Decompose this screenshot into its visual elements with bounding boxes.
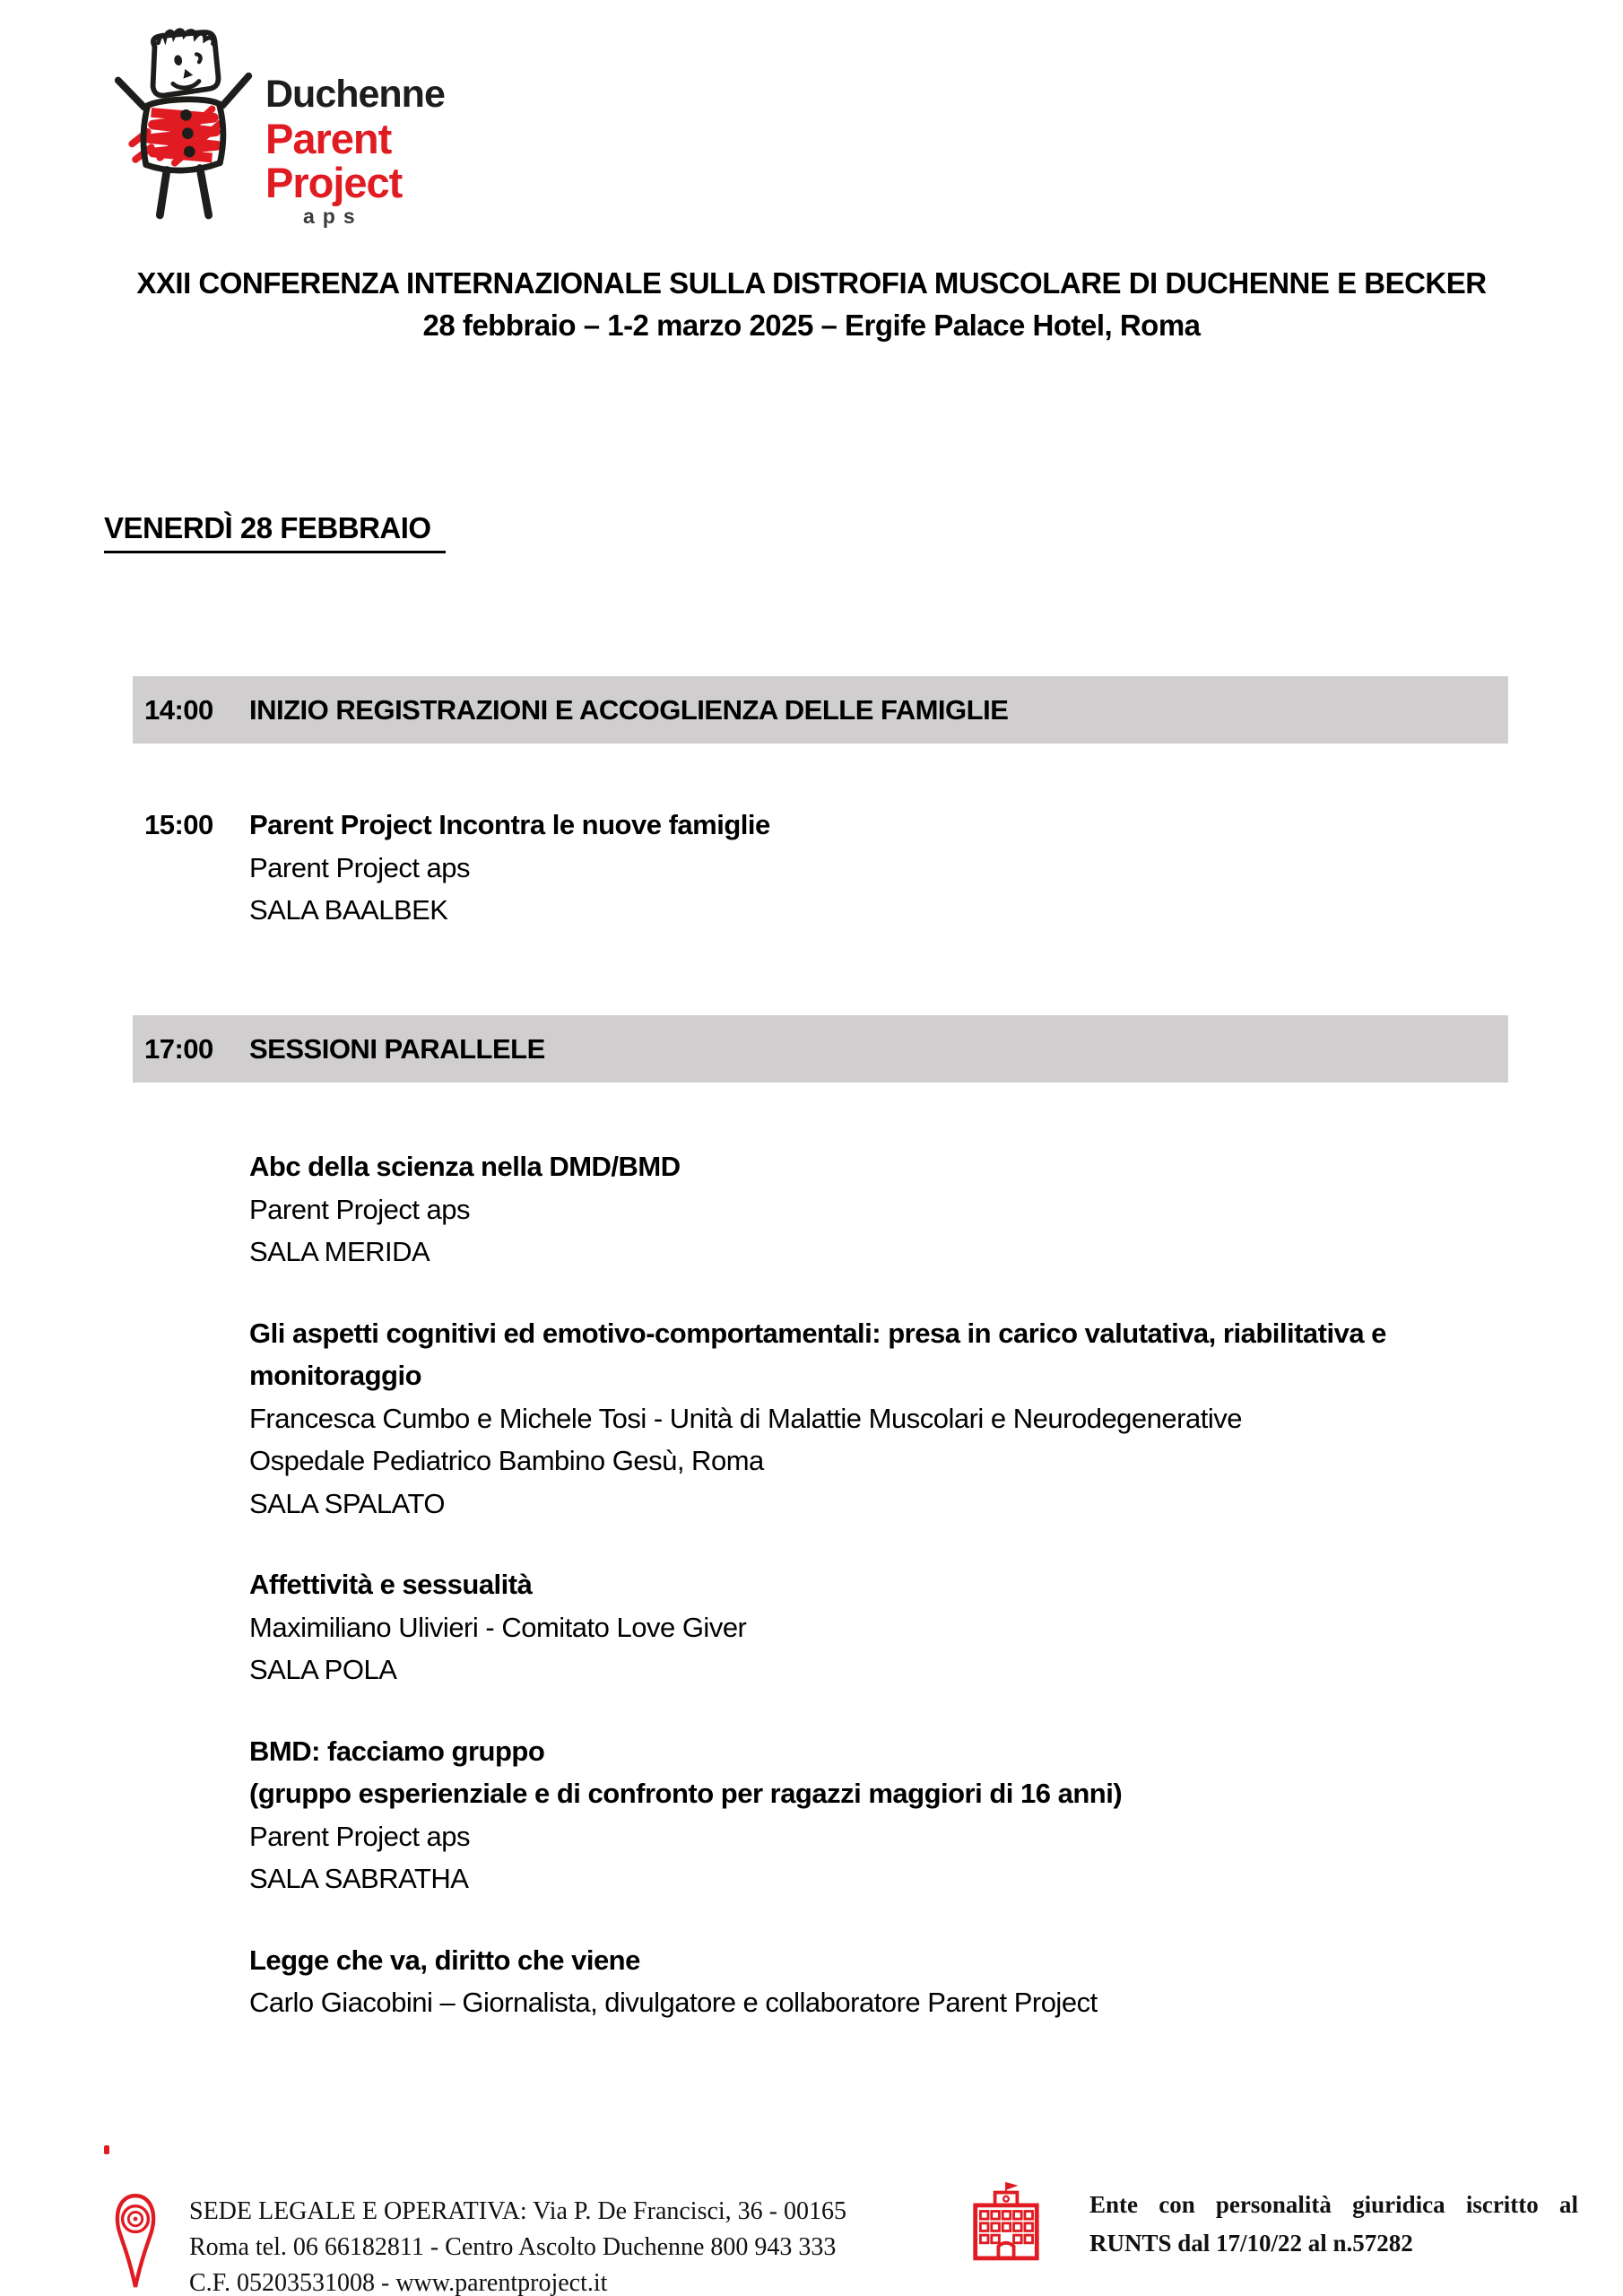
parallel-sessions-list (249, 1145, 1527, 2063)
session-organizer: Parent Project aps (249, 1820, 471, 1852)
session-item (249, 1563, 1527, 1692)
day-heading-text: VENERDÌ 28 FEBBRAIO (104, 511, 446, 553)
session-title: Gli aspetti cognitivi ed emotivo-comportamentali: presa in carico valutativa, riabilitativa e monitoraggio (249, 1317, 1386, 1391)
logo-word-project: Project (265, 159, 403, 206)
session-room: SALA SABRATHA (249, 1863, 469, 1894)
session-room: SALA POLA (249, 1654, 397, 1685)
session-item (249, 1939, 1527, 2024)
logo-word-parent: Parent (265, 115, 392, 162)
session-item (249, 1312, 1527, 1526)
time-label: 14:00 (144, 693, 213, 726)
session-institution: Ospedale Pediatrico Bambino Gesù, Roma (249, 1445, 764, 1476)
event-organizer: Parent Project aps (249, 851, 471, 883)
logo-wordmark (265, 75, 445, 227)
session-subtitle: (gruppo esperienziale e di confronto per ragazzi maggiori di 16 anni) (249, 1778, 1123, 1809)
day-heading (104, 511, 446, 553)
session-organizer: Parent Project aps (249, 1193, 471, 1225)
conference-header (0, 262, 1623, 346)
footer-address-line3: C.F. 05203531008 - www.parentproject.it (189, 2269, 608, 2296)
bar-title: SESSIONI PARALLELE (249, 1032, 545, 1065)
schedule-bar-parallel-sessions (133, 1015, 1508, 1083)
conference-date-location: 28 febbraio – 1-2 marzo 2025 – Ergife Palace Hotel, Roma (422, 309, 1201, 342)
logo-word-aps: aps (303, 204, 363, 228)
session-title: Abc della scienza nella DMD/BMD (249, 1151, 681, 1182)
red-dot-mark (104, 2145, 109, 2154)
conference-title: XXII CONFERENZA INTERNAZIONALE SULLA DISTROFIA MUSCOLARE DI DUCHENNE E BECKER (136, 266, 1487, 300)
child-figure-icon (109, 23, 257, 228)
session-room: SALA MERIDA (249, 1236, 430, 1267)
session-title: BMD: facciamo gruppo (249, 1735, 545, 1767)
building-icon (970, 2179, 1042, 2262)
time-label: 17:00 (144, 1032, 213, 1065)
schedule-bar-registration (133, 676, 1508, 744)
footer-address-line1: SEDE LEGALE E OPERATIVA: Via P. De Francisci, 36 - 00165 (189, 2197, 847, 2225)
session-title: Affettività e sessualità (249, 1569, 533, 1600)
logo-word-duchenne: Duchenne (265, 73, 445, 116)
event-title: Parent Project Incontra le nuove famiglie (249, 809, 770, 840)
location-pin-icon (114, 2192, 157, 2292)
session-speakers: Maximiliano Ulivieri - Comitato Love Giver (249, 1611, 747, 1643)
bar-title: INIZIO REGISTRAZIONI E ACCOGLIENZA DELLE FAMIGLIE (249, 693, 1009, 726)
session-room: SALA SPALATO (249, 1487, 446, 1519)
time-label: 15:00 (144, 809, 213, 840)
footer-address (189, 2194, 846, 2296)
session-item (249, 1145, 1527, 1274)
footer-address-line2: Roma tel. 06 66182811 - Centro Ascolto Duchenne 800 943 333 (189, 2233, 837, 2261)
session-title: Legge che va, diritto che viene (249, 1944, 640, 1976)
footer-legal (1089, 2186, 1578, 2263)
event-room: SALA BAALBEK (249, 894, 448, 926)
session-speakers: Francesca Cumbo e Michele Tosi - Unità di Malattie Muscolari e Neurodegenerative (249, 1402, 1242, 1434)
session-item (249, 1730, 1527, 1900)
session-speakers: Carlo Giacobini – Giornalista, divulgatore e collaboratore Parent Project (249, 1987, 1098, 2018)
schedule-event-new-families (144, 804, 770, 932)
footer-legal-line2: RUNTS dal 17/10/22 al n.57282 (1089, 2230, 1413, 2257)
footer-legal-line1: Ente con personalità giuridica iscritto al (1089, 2191, 1578, 2218)
